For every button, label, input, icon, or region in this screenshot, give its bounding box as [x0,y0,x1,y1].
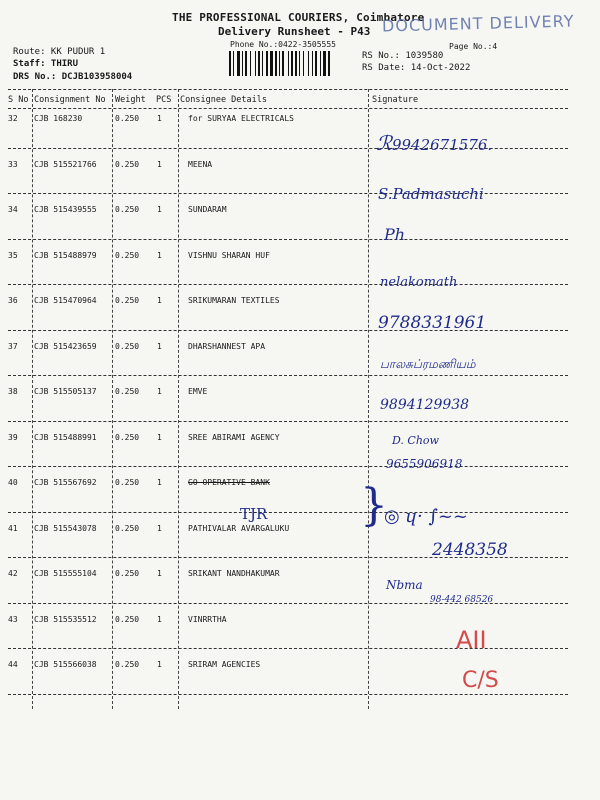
cell-pcs: 1 [157,660,162,669]
col-signature: Signature [372,95,419,105]
cell-weight: 0.250 [115,205,140,214]
cell-consignee: SUNDARAM [188,205,227,214]
page-number: Page No.:4 [449,42,498,51]
phone-number: Phone No.:0422-3505555 [230,40,336,49]
cell-pcs: 1 [157,614,162,624]
route-label: Route: KK PUDUR 1 [13,47,106,57]
cell-weight: 0.250 [115,296,140,305]
cell-pcs: 1 [157,341,162,351]
cell-consignment: CJB 515535512 [34,614,97,624]
cell-consignment: CJB 515488979 [34,250,97,260]
cell-consignee: SRIKANT NANDHAKUMAR [188,569,280,578]
cell-consignee: VINRRTHA [188,614,227,624]
cell-sno: 38 [8,387,18,396]
signature-row-40: TJR [240,505,268,523]
cell-consignment: CJB 515555104 [34,569,97,578]
cell-weight: 0.250 [115,569,140,578]
cell-consignment: CJB 515505137 [34,387,97,396]
cell-sno: 44 [8,660,18,669]
document-delivery-stamp: DOCUMENT DELIVERY [381,11,575,36]
cell-pcs: 1 [157,478,162,487]
column-divider [178,89,179,709]
header-top-rule [8,89,568,90]
cell-sno: 34 [8,205,18,214]
cell-sno: 33 [8,159,18,169]
row-rule [8,284,568,285]
cell-consignee: SREE ABIRAMI AGENCY [188,432,280,442]
cell-consignee: GO OPERATIVE BANK [188,478,270,487]
red-mark-cs: C/S [462,668,499,693]
cell-sno: 35 [8,250,18,260]
cell-consignment: CJB 515566038 [34,660,97,669]
cell-sno: 36 [8,296,18,305]
brace-mark: } [360,480,388,531]
cell-pcs: 1 [157,432,162,442]
cell-weight: 0.250 [115,341,140,351]
staff-label: Staff: THIRU [13,59,79,69]
signature-row-34: Ph [384,225,406,244]
col-pcs: PCS [156,95,172,105]
col-consignee: Consignee Details [180,95,267,105]
cell-pcs: 1 [157,296,162,305]
signature-row-42: Nbma [386,578,423,592]
col-consignment: Consignment No [34,95,106,105]
cell-pcs: 1 [157,114,162,123]
cell-weight: 0.250 [115,159,140,169]
column-divider [368,89,369,709]
cell-sno: 40 [8,478,18,487]
rs-number: RS No.: 1039580 [362,51,444,61]
signature-row-37: பாலசுப்ரமணியம் [380,357,476,371]
cell-consignee: for SURYAA ELECTRICALS [188,114,294,123]
signature-row-36: 9788331961 [378,313,487,333]
column-divider [32,89,33,709]
company-name: THE PROFESSIONAL COURIERS, Coimbatore [172,11,425,24]
row-rule [8,512,568,513]
cell-weight: 0.250 [115,523,140,533]
signature-row-38: 9894129938 [380,397,470,413]
signature-row-33: S.Padmasuchi [378,185,484,203]
cell-consignment: CJB 515543078 [34,523,97,533]
red-mark-all: AII [456,626,487,654]
cell-pcs: 1 [157,569,162,578]
cell-consignee: EMVE [188,387,208,396]
col-weight: Weight [115,95,146,105]
cell-consignee: VISHNU SHARAN HUF [188,250,270,260]
cell-consignee: PATHIVALAR AVARGALUKU [188,523,290,533]
signature-row-39b: 9655906918 [386,457,463,471]
cell-pcs: 1 [157,387,162,396]
cell-pcs: 1 [157,250,162,260]
cell-consignment: CJB 515521766 [34,159,97,169]
signature-row-41: 2448358 [432,540,508,560]
cell-weight: 0.250 [115,432,140,442]
cell-consignment: CJB 515439555 [34,205,97,214]
row-rule [8,694,568,695]
cell-consignee: DHARSHANNEST APA [188,341,266,351]
row-rule [8,466,568,467]
cell-pcs: 1 [157,205,162,214]
cell-weight: 0.250 [115,660,140,669]
drs-number: DRS No.: DCJB103958004 [13,72,133,82]
row-rule [8,375,568,376]
signature-scribble: ◎ ɥ· ∫~~ [384,506,469,527]
cell-weight: 0.250 [115,614,140,624]
cell-weight: 0.250 [115,250,140,260]
runsheet-title: Delivery Runsheet - P43 [218,25,371,38]
signature-row-35: nelakomath [380,275,458,290]
cell-pcs: 1 [157,523,162,533]
cell-sno: 43 [8,614,18,624]
column-divider [112,89,113,709]
row-rule [8,193,568,194]
cell-sno: 32 [8,114,18,123]
cell-consignee: SRIRAM AGENCIES [188,660,261,669]
cell-weight: 0.250 [115,478,140,487]
row-rule [8,239,568,240]
row-rule [8,421,568,422]
signature-row-39a: D. Chow [392,434,439,447]
signature-row-32: ℛ9942671576. [376,131,493,155]
cell-sno: 37 [8,341,18,351]
header-bottom-rule [8,108,568,109]
cell-consignment: CJB 168230 [34,114,83,123]
cell-pcs: 1 [157,159,162,169]
col-sno: S No [8,95,29,105]
cell-consignment: CJB 515488991 [34,432,97,442]
barcode-icon [229,51,359,76]
cell-sno: 41 [8,523,18,533]
rs-date: RS Date: 14-Oct-2022 [362,63,471,73]
cell-consignee: SRIKUMARAN TEXTILES [188,296,280,305]
cell-consignment: CJB 515567692 [34,478,97,487]
cell-consignee: MEENA [188,159,213,169]
signature-row-42b: 98-442 68526 [430,595,494,605]
cell-sno: 42 [8,569,18,578]
cell-consignment: CJB 515470964 [34,296,97,305]
cell-weight: 0.250 [115,387,140,396]
cell-weight: 0.250 [115,114,140,123]
cell-sno: 39 [8,432,18,442]
cell-consignment: CJB 515423659 [34,341,97,351]
